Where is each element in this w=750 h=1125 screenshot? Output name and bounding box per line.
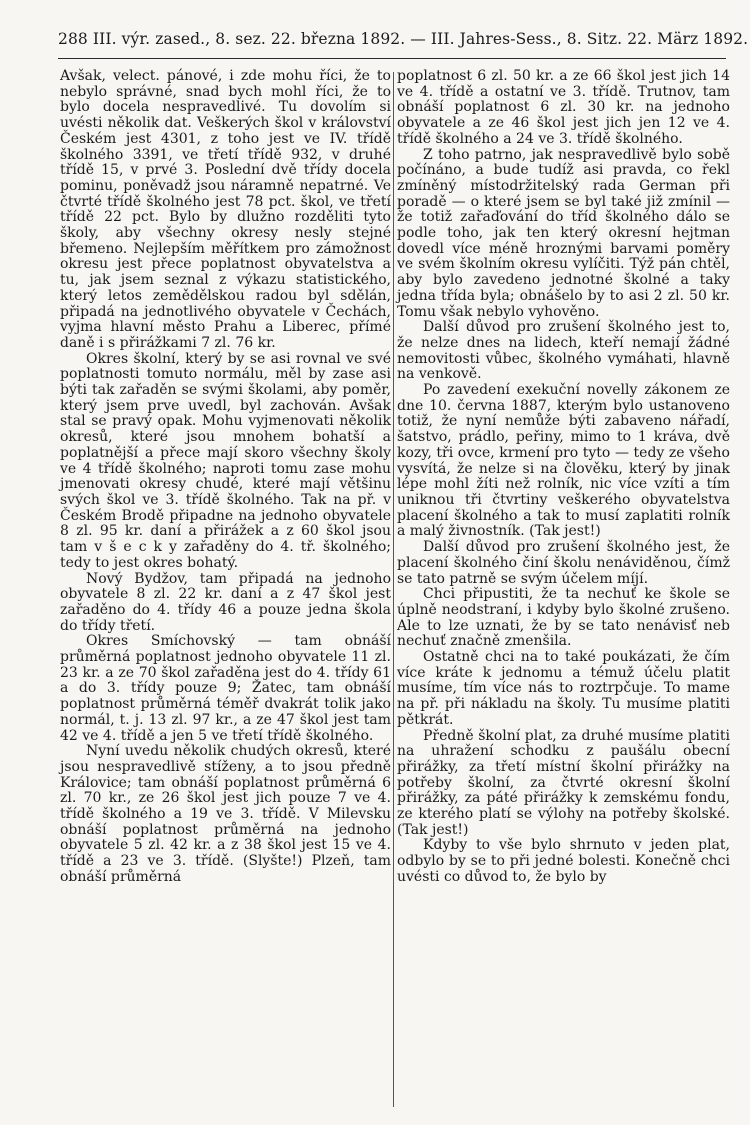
running-header: 288 III. výr. zased., 8. sez. 22. března 1892. — III. Jahres-Sess., 8. Sitz. 22. März 1892. (58, 30, 749, 48)
paragraph: Kdyby to vše bylo shrnuto v jeden plat, odbylo by se to při jedné bolesti. Konečně chci uvésti co důvod to, že bylo by (397, 837, 730, 885)
paragraph: Předně školní plat, za druhé musíme platiti na uhražení schodku z paušálu obecní přirážky, za třetí místní školní přirážky na potřeby školní, za čtvrté okresní školní přirážky, za páté přirážky k zemskému fondu, ze kterého platí se výlohy na potřeby školské. (Tak jest!) (397, 727, 730, 838)
paragraph: Chci připustiti, že ta nechuť ke škole se úplně neodstraní, i kdyby bylo školné zrušeno. Ale to lze uznati, že by se tato nenávisť neb nechuť značně zmenšila. (397, 586, 730, 650)
paragraph: Okres Smíchovský — tam obnáší průměrná poplatnost jednoho obyvatele 11 zl. 23 kr. a ze 70 škol zařaděna jest do 4. třídy 61 a do 3. třídy pouze 9; Žatec, tam obnáší poplatnost průměrná téměř dvakrát tolik jako normál, t. j. 13 zl. 97 kr., a ze 47 škol jest tam 42 ve 4. třídě a jen 5 ve třetí třídě školného. (60, 633, 391, 744)
paragraph: Z toho patrno, jak nespravedlivě bylo sobě počínáno, a bude tudíž asi pravda, co řekl zmíněný místodržitelský rada German při poradě — o které jsem se byl také již zmínil — že totiž zařaďování do tříd školného dálo se podle toho, jak ten který okresní hejtman dovedl více méně hroznými barvami poměry ve svém školním okresu vylíčiti. Týž pán chtěl, aby bylo zavedeno jednotné školné a taky jedna třída byla; obnášelo by to asi 2 zl. 50 kr. Tomu však nebylo vyhověno. (397, 146, 730, 320)
right-column (397, 69, 730, 886)
paragraph: Ostatně chci na to také poukázati, že čím více kráte k jednomu a témuž účelu platit musíme, tím více nás to roztrpčuje. To mame na př. při nákladu na školy. Tu musíme platiti pětkrát. (397, 649, 730, 728)
paragraph: Po zavedení exekuční novelly zákonem ze dne 10. června 1887, kterým bylo ustanoveno totiž, že nyní nemůže býti zabaveno nářadí, šatstvo, prádlo, peřiny, mimo to 1 kráva, dvě kozy, tři ovce, krmení pro tyto — tedy ze všeho vysvítá, že nelze si na člověku, který by jinak lépe mohl žíti než rolník, nic více vzíti a tím uniknou tři čtvrtiny veškerého obyvatelstva placení školného a tak to musí zaplatiti rolník a malý živnostník. (Tak jest!) (397, 382, 730, 540)
header-rule (58, 58, 726, 59)
paragraph: Další důvod pro zrušení školného jest to, že nelze dnes na lidech, kteří nemají žádné nemovitosti vůbec, školného vymáhati, hlavně na venkově. (397, 319, 730, 383)
left-column (60, 69, 391, 886)
paragraph: Nyní uvedu několik chudých okresů, které jsou nespravedlivě stíženy, a to jsou předně Královice; tam obnáší poplatnost průměrná 6 zl. 70 kr., ze 26 škol jest jich pouze 7 ve 4. třídě školného a 19 ve 3. třídě. V Milevsku obnáší poplatnost průměrná na jednoho obyvatele 5 zl. 42 kr. a z 38 škol jest 15 ve 4. třídě a 23 ve 3. třídě. (Slyšte!) Plzeň, tam obnáší průměrná (60, 743, 391, 885)
column-divider (393, 72, 394, 1107)
paragraph: Další důvod pro zrušení školného jest, že placení školného činí školu nenáviděnou, čímž se tato patrně se svým účelem míjí. (397, 539, 730, 587)
paragraph: poplatnost 6 zl. 50 kr. a ze 66 škol jest jich 14 ve 4. třídě a ostatní ve 3. třídě. Trutnov, tam obnáší poplatnost 6 zl. 30 kr. na jednoho obyvatele a ze 46 škol jest jich jen 12 ve 4. třídě školného a 24 ve 3. třídě školného. (397, 68, 730, 147)
paragraph: Avšak, velect. pánové, i zde mohu říci, že to nebylo správné, snad bych mohl říci, že to bylo docela nespravedlivé. Tu dovolím si uvésti několik dat. Veškerých škol v království Českém jest 4301, z toho jest ve IV. třídě školného 3391, ve třetí třídě 932, v druhé třídě 15, v prvé 3. Poslední dvě třídy docela pominu, poněvadž jsou náramně nepatrné. Ve čtvrté třídě školného jest 78 pct. škol, ve třetí třídě 22 pct. Bylo by dlužno rozděliti tyto školy, aby všechny okresy nesly stejné břemeno. Nejlepším měřítkem pro zámožnost okresu jest přece poplatnost obyvatelstva a tu, jak jsem seznal z výkazu statistického, který letos zemědělskou radou byl sdělán, připadá na jednotlivého obyvatele v Čechách, vyjma hlavní město Prahu a Liberec, přímé daně i s přirážkami 7 zl. 76 kr. (60, 68, 391, 351)
paragraph: Nový Bydžov, tam připadá na jednoho obyvatele 8 zl. 22 kr. daní a z 47 škol jest zařaděno do 4. třídy 46 a pouze jedna škola do třídy třetí. (60, 570, 391, 634)
paragraph: Okres školní, který by se asi rovnal ve své poplatnosti tomuto normálu, měl by zase asi býti tak zařaděn se svými školami, aby poměr, který jsem prve uvedl, byl zachován. Avšak stal se pravý opak. Mohu vyjmenovati několik okresů, které jsou mnohem bohatší a poplatnější a přece mají skoro všechny školy ve 4 třídě školného; naproti tomu zase mohu jmenovati okresy chudé, které mají většinu svých škol ve 3. třídě školného. Tak na př. v Českém Brodě připadne na jednoho obyvatele 8 zl. 95 kr. daní a přirážek a z 60 škol jsou tam v š e c k y zařaděny do 4. tř. školného; tedy to jest okres bohatý. (60, 350, 391, 571)
